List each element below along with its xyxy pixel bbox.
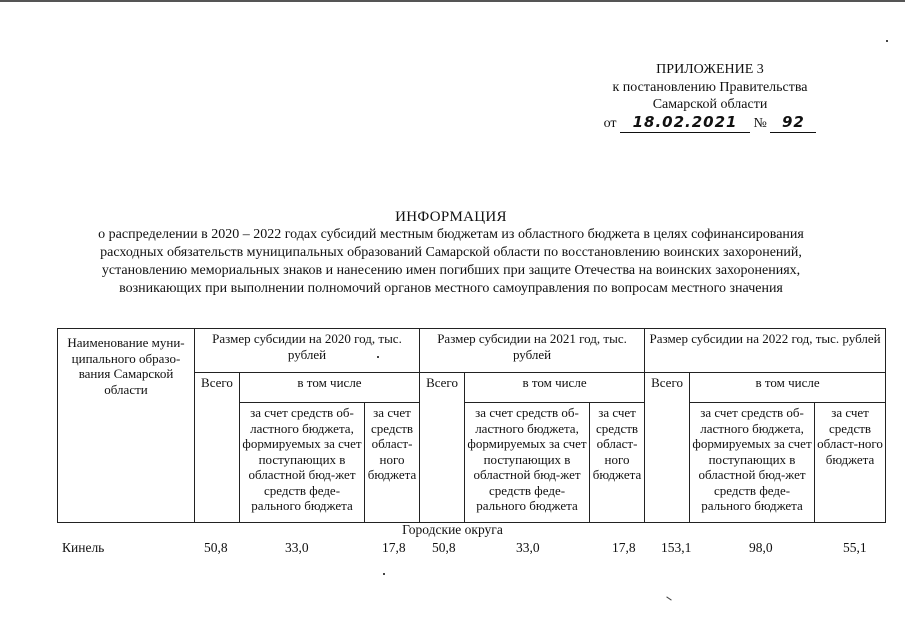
row-value: 55,1	[843, 540, 867, 555]
header-federal-2022: за счет средств об-ластного бюджета, формируемых за счет поступающих в областной бюд-жет средств феде-рального бюджета	[690, 403, 815, 523]
handwritten-date: 18.02.2021	[632, 112, 738, 131]
table-row	[0, 540, 905, 558]
document-subtitle-line-1: о распределении в 2020 – 2022 годах субсидий местным бюджетам из областного бюджета в целях софинансирования	[98, 227, 804, 242]
header-federal-2021: за счет средств об-ластного бюджета, формируемых за счет поступающих в областной бюд-жет средств феде-рального бюджета	[465, 403, 590, 523]
header-regional-2022: за счет средств област-ного бюджета	[815, 403, 886, 523]
header-including-2020: в том числе	[240, 373, 420, 403]
header-regional-2021: за счет средств област-ного бюджета	[590, 403, 645, 523]
document-subtitle-line-3: установлению мемориальных знаков и нанесению имен погибших при защите Отечества на воинских захоронениях,	[101, 263, 801, 278]
header-including-2022: в том числе	[690, 373, 886, 403]
appendix-block	[560, 61, 860, 133]
appendix-date-line	[560, 114, 860, 134]
subsidy-table	[57, 328, 886, 523]
header-municipality-name: Наименование муни-ципального образо-вания Самарской области	[58, 329, 195, 523]
row-value: 17,8	[612, 540, 636, 555]
row-value: 153,1	[661, 540, 692, 555]
scan-mark	[666, 596, 671, 600]
header-federal-2020: за счет средств об-ластного бюджета, формируемых за счет поступающих в областной бюд-жет средств феде-рального бюджета	[240, 403, 365, 523]
header-year-2020: Размер субсидии на 2020 год, тыс. рублей	[195, 329, 420, 373]
row-value: 50,8	[432, 540, 456, 555]
section-title: Городские округа	[402, 522, 503, 537]
row-value: 17,8	[382, 540, 406, 555]
scan-speck	[383, 573, 385, 575]
row-name: Кинель	[62, 540, 105, 555]
row-value: 98,0	[749, 540, 773, 555]
header-regional-2020: за счет средств област-ного бюджета	[365, 403, 420, 523]
number-value-underline	[770, 114, 816, 134]
information-heading	[40, 208, 862, 298]
row-value: 33,0	[516, 540, 540, 555]
date-value-underline	[620, 114, 750, 134]
row-value: 33,0	[285, 540, 309, 555]
header-year-2021: Размер субсидии на 2021 год, тыс. рублей	[420, 329, 645, 373]
scan-speck	[886, 40, 888, 42]
appendix-line-2: Самарской области	[652, 97, 768, 112]
row-value: 50,8	[204, 540, 228, 555]
header-total-2022: Всего	[645, 373, 690, 523]
header-including-2021: в том числе	[465, 373, 645, 403]
document-subtitle-line-2: расходных обязательств муниципальных образований Самарской области по восстановлению воинских захоронений,	[100, 245, 802, 260]
handwritten-number: 92	[781, 112, 805, 131]
header-year-2022: Размер субсидии на 2022 год, тыс. рублей	[645, 329, 886, 373]
appendix-title: ПРИЛОЖЕНИЕ 3	[656, 62, 764, 77]
header-total-2021: Всего	[420, 373, 465, 523]
scan-top-border	[0, 0, 905, 2]
appendix-line-1: к постановлению Правительства	[612, 79, 808, 95]
number-prefix: №	[753, 115, 767, 131]
document-title: ИНФОРМАЦИЯ	[395, 209, 507, 225]
date-prefix: от	[603, 115, 617, 131]
document-subtitle-line-4: возникающих при выполнении полномочий органов местного самоуправления по вопросам местного значения	[119, 281, 783, 296]
header-total-2020: Всего	[195, 373, 240, 523]
scan-speck	[377, 356, 379, 358]
